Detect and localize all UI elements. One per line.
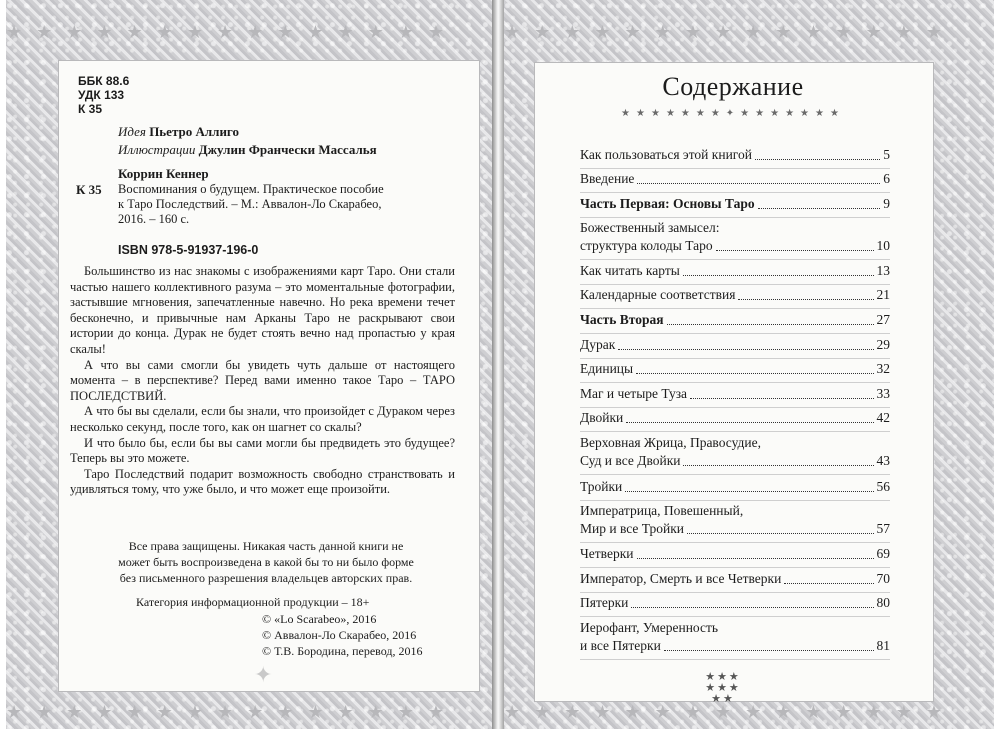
left-page bbox=[6, 0, 492, 729]
toc-entry-title: Часть Первая: Основы Таро bbox=[580, 196, 755, 211]
toc-separator bbox=[580, 542, 890, 543]
toc-separator bbox=[580, 592, 890, 593]
decorative-star-border-icon: ★★★★★★★★★★★★★★★ bbox=[6, 22, 459, 42]
toc-entry-title: Дурак bbox=[580, 337, 616, 352]
toc-separator bbox=[580, 382, 890, 383]
toc-dot-leader bbox=[667, 324, 874, 325]
toc-dot-leader bbox=[716, 250, 874, 251]
toc-separator bbox=[580, 284, 890, 285]
toc-separator bbox=[580, 407, 890, 408]
toc-page-number: 43 bbox=[876, 453, 890, 468]
annotation-paragraph: Большинство из нас знакомы с изображениями карт Таро. Они стали частью нашего коллективного разума – это моментальные фотографии, застывшие мгновения, запечатленные навечно. Но река времени течет бесконечно, и привычные нам Арканы Таро не раскрывают свои истории до конца. Дурак не будет стоять вечно над пропастью у края скалы! bbox=[70, 264, 455, 356]
author-name: Коррин Кеннер bbox=[118, 166, 209, 181]
toc-dot-leader bbox=[738, 299, 873, 300]
toc-entry bbox=[580, 286, 890, 304]
toc-entry-title: Тройки bbox=[580, 479, 623, 494]
decorative-star-border-icon: ★★★★★★★★★★★★★★★ bbox=[504, 22, 957, 42]
footer-star-ornament-icon: ★★★ ★★★ ★★ bbox=[705, 671, 741, 705]
toc-entry-title: структура колоды Таро bbox=[580, 238, 713, 253]
toc-separator bbox=[580, 474, 890, 475]
toc-entry bbox=[580, 478, 890, 496]
toc-page-number: 70 bbox=[876, 571, 890, 586]
copyright-line: © Т.В. Бородина, перевод, 2016 bbox=[262, 644, 423, 658]
author-mark: К 35 bbox=[78, 102, 103, 116]
annotation-paragraph: А что вы сами смогли бы увидеть чуть дальше от настоящего момента – в перспективе? Перед вами именно такое Таро – ТАРО ПОСЛЕДСТВИЙ. bbox=[70, 357, 455, 403]
contents-title: Содержание bbox=[662, 72, 804, 101]
toc-entry-title: Пятерки bbox=[580, 595, 629, 610]
toc-entry-title: Суд и все Двойки bbox=[580, 453, 681, 468]
toc-separator bbox=[580, 500, 890, 501]
toc-entry-title: и все Пятерки bbox=[580, 638, 661, 653]
toc-separator bbox=[580, 192, 890, 193]
rights-line: без письменного разрешения владельцев авторских прав. bbox=[119, 571, 413, 585]
toc-separator bbox=[580, 308, 890, 309]
toc-page-number: 6 bbox=[883, 171, 890, 186]
idea-line bbox=[118, 124, 239, 140]
toc-entry-title: Введение bbox=[580, 171, 635, 186]
toc-page-number: 9 bbox=[883, 196, 890, 211]
illustrations-line bbox=[118, 142, 377, 158]
toc-dot-leader bbox=[625, 491, 873, 492]
decorative-star-border-icon: ★★★★★★★★★★★★★★★ bbox=[504, 702, 957, 722]
toc-entry bbox=[580, 434, 890, 470]
illustrations-name: Джулин Франчески Массалья bbox=[198, 142, 377, 157]
toc-entry-title: Мир и все Тройки bbox=[580, 521, 685, 536]
toc-dot-leader bbox=[690, 398, 873, 399]
decorative-star-border-icon: ★★★★★★★★★★★★★★★ bbox=[6, 702, 459, 722]
toc-entry-title: Иерофант, Умеренность bbox=[580, 620, 719, 635]
udk-code: УДК 133 bbox=[78, 88, 125, 102]
toc-entry bbox=[580, 409, 890, 427]
book-gutter bbox=[492, 0, 504, 729]
toc-entry-title: Четверки bbox=[580, 546, 634, 561]
catalog-line: 2016. – 160 с. bbox=[118, 212, 190, 226]
toc-separator bbox=[580, 616, 890, 617]
toc-entry bbox=[580, 594, 890, 612]
toc-page-number: 56 bbox=[876, 479, 890, 494]
toc-dot-leader bbox=[758, 208, 881, 209]
toc-separator bbox=[580, 567, 890, 568]
toc-dot-leader bbox=[631, 607, 873, 608]
catalog-code: К 35 bbox=[76, 182, 102, 197]
rights-line: может быть воспроизведена в какой бы то ни было форме bbox=[118, 555, 414, 569]
title-star-divider-icon: ★★★★★★★✦★★★★★★★ bbox=[621, 108, 845, 119]
toc-separator bbox=[580, 259, 890, 260]
catalog-line: Воспоминания о будущем. Практическое пособие bbox=[118, 182, 384, 196]
toc-page-number: 10 bbox=[876, 238, 890, 253]
annotation-text bbox=[70, 264, 455, 498]
illustrations-label: Иллюстрации bbox=[118, 142, 196, 157]
toc-entry-title: Часть Вторая bbox=[580, 312, 664, 327]
copyright-line: © Аввалон-Ло Скарабео, 2016 bbox=[262, 628, 417, 642]
toc-entry-title: Единицы bbox=[580, 361, 634, 376]
toc-dot-leader bbox=[784, 583, 873, 584]
toc-page-number: 27 bbox=[876, 312, 890, 327]
toc-separator bbox=[580, 168, 890, 169]
toc-dot-leader bbox=[755, 159, 880, 160]
toc-entry bbox=[580, 170, 890, 188]
toc-entry-title: Как пользоваться этой книгой bbox=[580, 147, 752, 162]
toc-page-number: 13 bbox=[876, 263, 890, 278]
toc-page-number: 42 bbox=[876, 410, 890, 425]
toc-entry-title: Как читать карты bbox=[580, 263, 680, 278]
toc-page-number: 5 bbox=[883, 147, 890, 162]
toc-page-number: 81 bbox=[876, 638, 890, 653]
toc-entry-title: Календарные соответствия bbox=[580, 287, 736, 302]
toc-separator bbox=[580, 659, 890, 660]
rights-notice bbox=[80, 538, 452, 586]
toc-entry bbox=[580, 311, 890, 329]
idea-name: Пьетро Аллиго bbox=[149, 124, 240, 139]
toc-page-number: 29 bbox=[876, 337, 890, 352]
toc-page-number: 33 bbox=[876, 386, 890, 401]
toc-entry bbox=[580, 195, 890, 213]
catalog-line: к Таро Последствий. – М.: Аввалон-Ло Скарабео, bbox=[118, 197, 382, 211]
toc-page-number: 57 bbox=[876, 521, 890, 536]
rights-line: Все права защищены. Никакая часть данной книги не bbox=[128, 539, 404, 553]
toc-entry bbox=[580, 385, 890, 403]
toc-entry bbox=[580, 570, 890, 588]
toc-entry bbox=[580, 545, 890, 563]
toc-separator bbox=[580, 333, 890, 334]
toc-dot-leader bbox=[637, 558, 874, 559]
toc-dot-leader bbox=[636, 373, 873, 374]
toc-entry bbox=[580, 502, 890, 538]
idea-label: Идея bbox=[118, 124, 146, 139]
toc-dot-leader bbox=[683, 275, 874, 276]
toc-separator bbox=[580, 217, 890, 218]
toc-entry bbox=[580, 146, 890, 164]
toc-page-number: 69 bbox=[876, 546, 890, 561]
age-category: Категория информационной продукции – 18+ bbox=[136, 595, 370, 609]
toc-entry-title: Двойки bbox=[580, 410, 624, 425]
toc-dot-leader bbox=[626, 422, 873, 423]
annotation-paragraph: А что бы вы сделали, если бы знали, что произойдет с Дураком через несколько секунд, после того, как он шагнет со скалы? bbox=[70, 404, 455, 434]
toc-dot-leader bbox=[687, 533, 873, 534]
toc-dot-leader bbox=[637, 183, 880, 184]
toc-entry-title: Маг и четыре Туза bbox=[580, 386, 688, 401]
toc-entry-title: Божественный замысел: bbox=[580, 220, 720, 235]
toc-page-number: 32 bbox=[876, 361, 890, 376]
toc-entry-title: Император, Смерть и все Четверки bbox=[580, 571, 782, 586]
annotation-paragraph: И что было бы, если бы вы сами могли бы предвидеть это будущее? Теперь вы это можете. bbox=[70, 435, 455, 466]
toc-dot-leader bbox=[683, 465, 873, 466]
toc-separator bbox=[580, 431, 890, 432]
copyright-line: © «Lo Scarabeo», 2016 bbox=[262, 612, 377, 626]
toc-entry bbox=[580, 219, 890, 255]
isbn: ISBN 978-5-91937-196-0 bbox=[118, 243, 259, 257]
toc-page-number: 80 bbox=[876, 595, 890, 610]
bbk-code: ББК 88.6 bbox=[78, 74, 130, 88]
annotation-paragraph: Таро Последствий подарит возможность свободно странствовать и удивляться тому, что уже было, и что может еще произойти. bbox=[70, 466, 455, 497]
toc-entry bbox=[580, 619, 890, 655]
toc-separator bbox=[580, 358, 890, 359]
toc-entry bbox=[580, 262, 890, 280]
publisher-emblem-icon: ✦ bbox=[254, 662, 273, 687]
toc-dot-leader bbox=[618, 349, 873, 350]
toc-entry-title: Императрица, Повешенный, bbox=[580, 503, 744, 518]
toc-entry bbox=[580, 360, 890, 378]
book-spread bbox=[6, 0, 994, 729]
toc-dot-leader bbox=[664, 650, 874, 651]
toc-entry bbox=[580, 336, 890, 354]
toc-entry-title: Верховная Жрица, Правосудие, bbox=[580, 435, 761, 450]
catalog-entry bbox=[118, 182, 384, 227]
right-page bbox=[504, 0, 994, 729]
toc-page-number: 21 bbox=[876, 287, 890, 302]
